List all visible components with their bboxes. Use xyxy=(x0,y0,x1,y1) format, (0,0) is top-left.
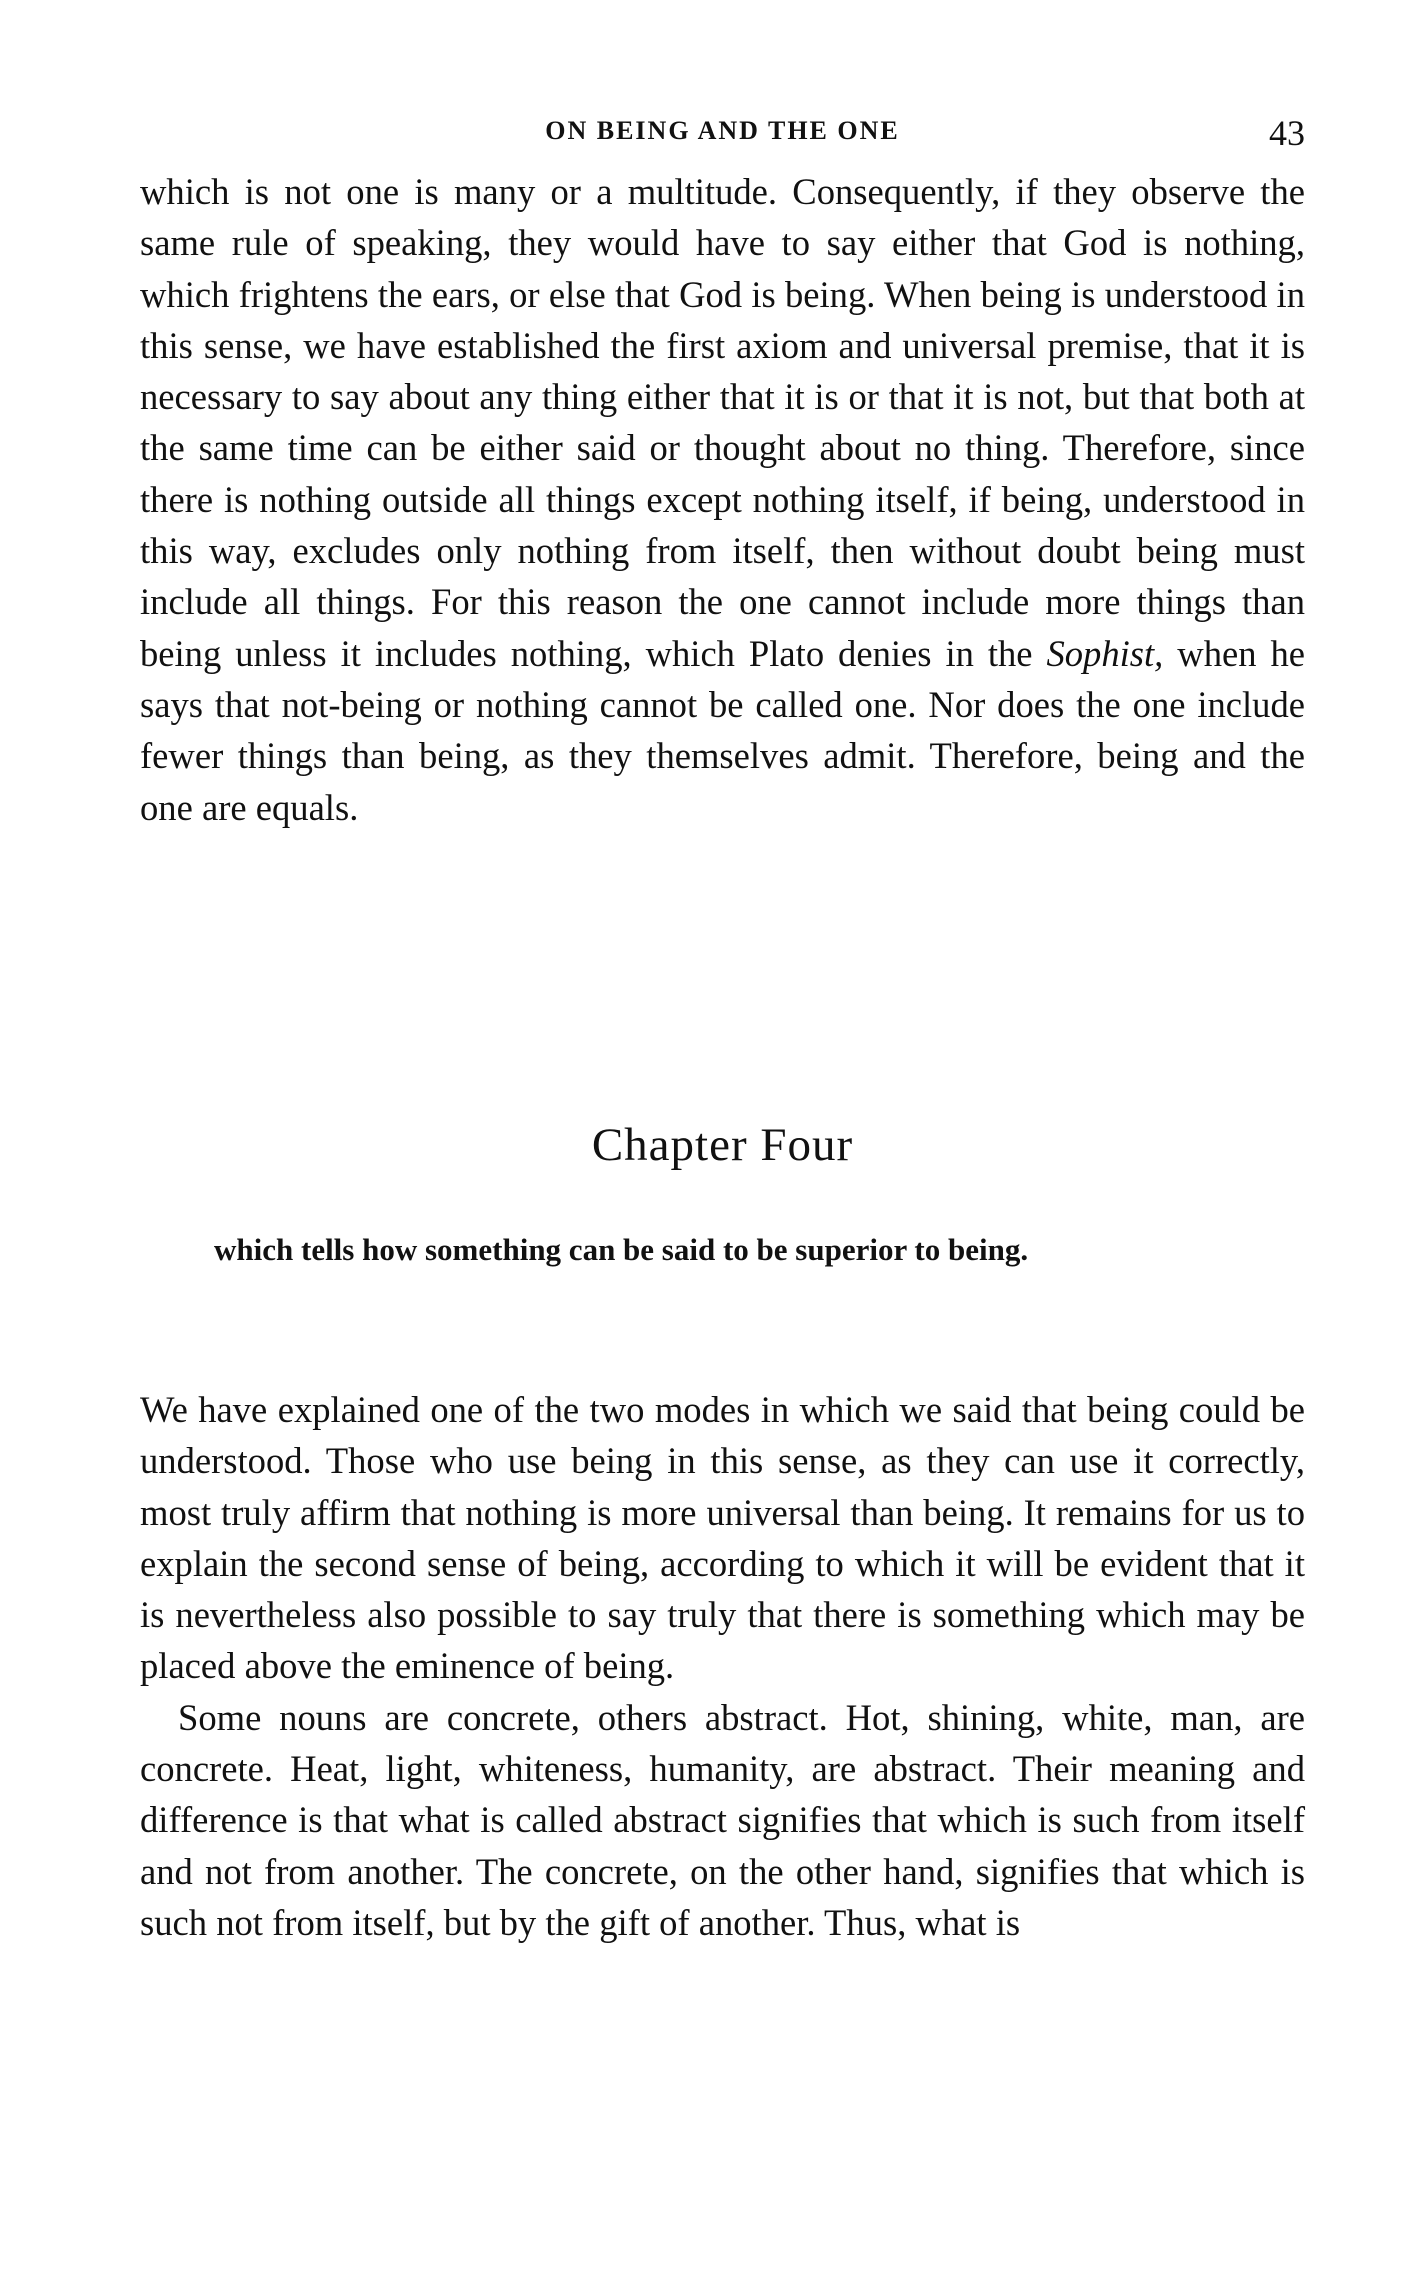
chapter-body xyxy=(140,1384,1305,1948)
paragraph-text: which is not one is many or a multitude. Consequently, if they observe the same rule of speaking, they would have to say either that God is nothing, which frightens the ears, or else that God is being. When being is understood in this sense, we have established the first axiom and universal premise, that it is necessary to say about any thing either that it is or that it is not, but that both at the same time can be either said or thought about no thing. Therefore, since there is nothing outside all things except nothing itself, if being, understood in this way, excludes only nothing from itself, then without doubt being must include all things. For this reason the one cannot include more things than being unless it includes nothing, which Plato denies in the xyxy=(140,171,1305,674)
body-paragraph-1 xyxy=(140,166,1305,833)
running-head xyxy=(140,112,1305,152)
body-paragraph-3: Some nouns are concrete, others abstract. Hot, shining, white, man, are concrete. Heat, light, whiteness, humanity, are abstract. Their meaning and difference is that what is called abstract signifies that which is such from itself and not from another. The concrete, on the other hand, signifies that which is such not from itself, but by the gift of another. Thus, what is xyxy=(140,1696,1305,1943)
chapter-subtitle: which tells how something can be said to be superior to being. xyxy=(214,1232,1029,1267)
chapter-title: Chapter Four xyxy=(591,1119,854,1171)
paragraph-text-continued: when he says that not-being or nothing cannot be called one. Nor does the one include fewer things than being, as they themselves admit. Therefore, being and the one are equals. xyxy=(140,632,1305,828)
running-title: ON BEING AND THE ONE xyxy=(545,116,900,145)
body-paragraph-2: We have explained one of the two modes in which we said that being could be understood. Those who use being in this sense, as they can use it correctly, most truly affirm that nothing is more universal than being. It remains for us to explain the second sense of being, according to which it will be evident that it is nevertheless also possible to say truly that there is something which may be placed above the eminence of being. xyxy=(140,1389,1305,1687)
italic-title-sophist: Sophist, xyxy=(1046,632,1164,674)
page-number: 43 xyxy=(1269,113,1305,153)
